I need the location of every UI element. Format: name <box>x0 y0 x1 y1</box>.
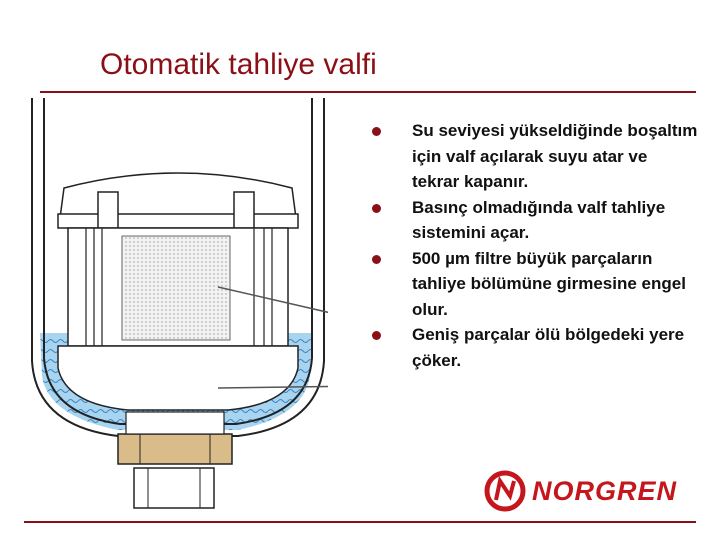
logo-text: NORGREN <box>532 476 678 506</box>
footer-divider <box>24 521 696 523</box>
bullet-item <box>368 118 698 195</box>
valve-body <box>58 346 298 410</box>
bullet-text: Su seviyesi yükseldiğinde boşaltım için valf açılarak suyu atar ve tekrar kapanır. <box>412 121 698 191</box>
bullet-list <box>368 118 698 373</box>
bullet-item <box>368 246 698 323</box>
norgren-logo-icon <box>484 470 526 512</box>
filter-mesh <box>122 236 230 340</box>
bullet-text: 500 µm filtre büyük parçaların tahliye bölümüne girmesine engel olur. <box>412 248 686 319</box>
norgren-logo <box>484 470 696 512</box>
drain-outlet <box>134 468 214 508</box>
filter-cap <box>60 173 296 218</box>
bullet-dot <box>372 204 381 213</box>
bullet-dot <box>372 255 381 264</box>
title-divider <box>40 91 696 93</box>
drain-fitting <box>118 434 232 464</box>
cap-rim <box>58 214 298 228</box>
bullet-text: Geniş parçalar ölü bölgedeki yere çöker. <box>412 325 685 370</box>
slide-title: Otomatik tahliye valfi <box>100 48 377 81</box>
drain-valve-diagram <box>28 96 328 516</box>
bullet-dot <box>372 331 381 340</box>
cap-clip-right <box>234 192 254 228</box>
bullet-item <box>368 322 698 373</box>
bullet-item <box>368 195 698 246</box>
cap-clip-left <box>98 192 118 228</box>
bullet-dot <box>372 127 381 136</box>
bullet-text: Basınç olmadığında valf tahliye sistemini açar. <box>412 197 666 242</box>
